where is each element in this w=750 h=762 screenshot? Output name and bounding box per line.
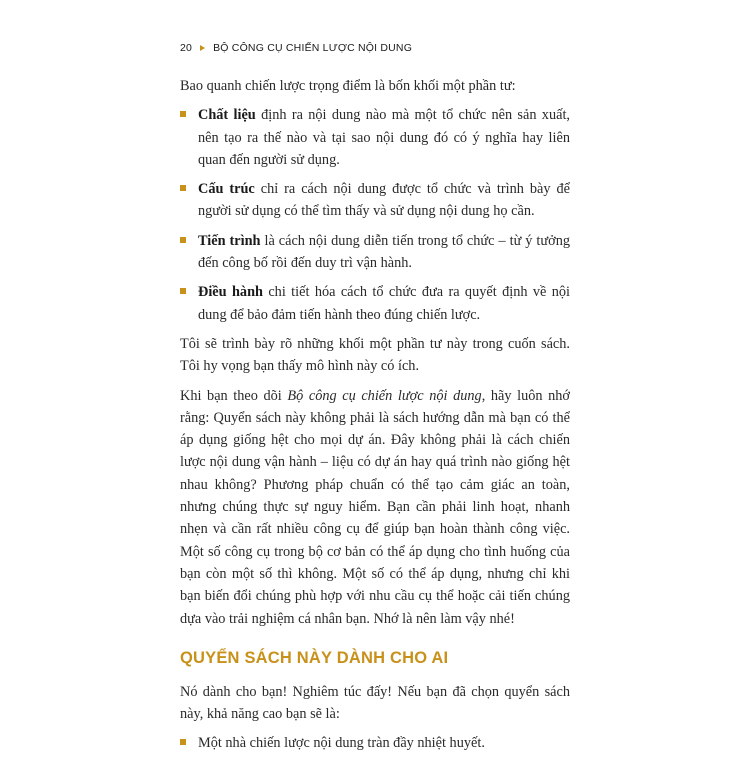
bullet-square-icon <box>180 185 186 191</box>
paragraph-toolkit-reminder <box>180 385 570 630</box>
paragraph-quadrants-note: Tôi sẽ trình bày rõ những khối một phần tư này trong cuốn sách. Tôi hy vọng bạn thấy mô hình này có ích. <box>180 335 570 375</box>
audience-item-text: Một nhà chiến lược nội dung tràn đầy nhiệt huyết. <box>198 735 485 752</box>
quadrant-item-structure <box>180 178 570 223</box>
bullet-square-icon <box>180 739 186 745</box>
body-text <box>180 75 570 762</box>
quadrant-description: chỉ ra cách nội dung được tổ chức và trình bày để người sử dụng có thể tìm thấy và sử dụng nội dung họ cần. <box>198 181 570 220</box>
header-triangle-icon <box>200 45 205 51</box>
quadrant-item-workflow <box>180 230 570 275</box>
bullet-square-icon <box>180 288 186 294</box>
quadrant-term: Tiến trình <box>198 232 261 249</box>
intro-paragraph: Bao quanh chiến lược trọng điểm là bốn khối một phần tư: <box>180 78 516 94</box>
page-number: 20 <box>180 42 193 54</box>
quadrant-item-governance <box>180 281 570 326</box>
book-title: Bộ công cụ chiến lược nội dung <box>287 387 482 404</box>
bullet-square-icon <box>180 237 186 243</box>
quadrant-description: chi tiết hóa cách tổ chức đưa ra quyết định về nội dung để bảo đảm tiến hành theo đúng chiến lược. <box>198 284 570 323</box>
audience-list <box>180 732 570 754</box>
bullet-square-icon <box>180 111 186 117</box>
audience-item <box>180 732 570 754</box>
paragraph-rest: , hãy luôn nhớ rằng: Quyển sách này không phải là sách hướng dẫn mà bạn có thể áp dụng giống hệt cho mọi dự án. Đây không phải là cách chiến lược nội dung vận hành – liệu có dự án hay quá trình nào giống hệt nhau không? Phương pháp chuẩn có thể tạo cảm giác an toàn, nhưng chúng thực sự nguy hiểm. Bạn cần phải linh hoạt, nhanh nhẹn và cần rất nhiều công cụ để giúp bạn hoàn thành công việc. Một số công cụ trong bộ cơ bản có thể áp dụng cho tình huống của bạn còn một số thì không. Một số có thể áp dụng, nhưng chỉ khi bạn biến đổi chúng phù hợp với nhu cầu cụ thể hoặc cải tiến chúng dựa vào trải nghiệm cá nhân bạn. Nhớ là nên làm vậy nhé! <box>180 387 570 627</box>
section-paragraph: Nó dành cho bạn! Nghiêm túc đấy! Nếu bạn đã chọn quyển sách này, khả năng cao bạn sẽ là: <box>180 683 570 723</box>
quadrant-item-substance <box>180 104 570 171</box>
running-title: BỘ CÔNG CỤ CHIẾN LƯỢC NỘI DUNG <box>213 42 413 54</box>
quadrant-term: Chất liệu <box>198 107 256 124</box>
quadrant-description: là cách nội dung diễn tiến trong tổ chức – từ ý tưởng đến công bố rồi đến duy trì vận hành. <box>198 232 570 272</box>
paragraph-lead: Khi bạn theo dõi <box>180 387 288 404</box>
quadrant-term: Cấu trúc <box>198 181 255 198</box>
quadrant-term: Điều hành <box>198 284 263 301</box>
quadrant-list <box>180 104 570 326</box>
running-header <box>180 42 412 54</box>
quadrant-description: định ra nội dung nào mà một tổ chức nên sản xuất, nên tạo ra thế nào và tại sao nội dung đó có ý nghĩa hay liên quan đến người sử dụng. <box>198 107 570 168</box>
section-heading: QUYỂN SÁCH NÀY DÀNH CHO AI <box>180 648 449 667</box>
